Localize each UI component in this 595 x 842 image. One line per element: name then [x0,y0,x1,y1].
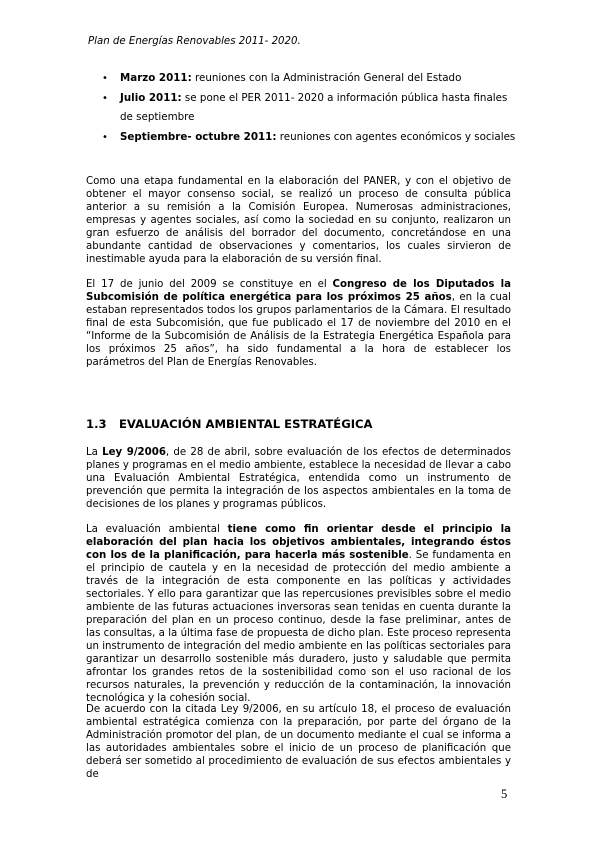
paragraph-emphasis: Ley 9/2006 [102,447,166,458]
section-heading [86,417,373,431]
bullet-icon: • [102,73,108,84]
section-title: EVALUACIÓN AMBIENTAL ESTRATÉGICA [119,417,373,431]
bullet-icon: • [102,131,108,143]
bullet-icon: • [102,92,108,104]
page-header: Plan de Energías Renovables 2011- 2020. [88,36,301,47]
list-item-date: Marzo 2011: [120,72,192,84]
paragraph-articulo-18: De acuerdo con la citada Ley 9/2006, en su artículo 18, el proceso de evaluación ambiental estratégica comienza con la preparación, por parte del órgano de la Administración promotor del plan, de un documento mediante el cual se informa a las autoridades ambientales sobre el inicio de un proceso de planificación que deberá ser sometido al procedimiento de evaluación de sus efectos ambientales y de [86,704,511,780]
list-item-text: se pone el PER 2011- 2020 a información pública hasta finales de septiembre [120,91,508,123]
list-item-text: reuniones con la Administración General del Estado [191,72,462,84]
paragraph-text: . Se fundamenta en el principio de cautela y en la necesidad de protección del medio ambiente a través de la integración de esta componente en las políticas y actividades sectoriales. Y ello para garantizar que las repercusiones previsibles sobre el medio ambiente de las futuras actuaciones inversoras sean tenidas en cuenta durante la preparación del plan en un proceso continuo, desde la fase preliminar, antes de las consultas, a la última fase de propuesta de dicho plan. Este proceso representa un instrumento de integración del medio ambiente en las políticas sectoriales para garantizar un desarrollo sostenible más duradero, justo y saludable que permita afrontar los grandes retos de la sostenibilidad como son el uso racional de los recursos naturales, la prevención y reducción de la contaminación, la innovación tecnológica y la cohesión social. [86,550,511,704]
paragraph-text: La [86,447,103,458]
paragraph-emphasis: Congreso de los Diputados la Subcomisión de política energética para los próximos 25 años [86,279,511,303]
list-item-text: reuniones con agentes económicos y sociales [276,130,516,143]
page-number: 5 [501,787,508,801]
list-item [102,128,522,148]
paragraph-text: El 17 de junio del 2009 se constituye en el [86,279,333,290]
paragraph-emphasis: tiene como fin orientar desde el principio la elaboración del plan hacia los objetivos ambientales, integrando éstos con los de la planificación, para hacerla más sostenible [86,524,511,561]
paragraph-subcomision [86,278,511,369]
paragraph-consulta-publica: Como una etapa fundamental en la elaboración del PANER, y con el objetivo de obtener el mayor consenso social, se realizó un proceso de consulta pública anterior a su remisión a la Comisión Europea. Numerosas administraciones, empresas y agentes sociales, así como la sociedad en su conjunto, realizaron un gran esfuerzo de análisis del borrador del documento, concretándose en una abundante cantidad de observaciones y comentarios, los cuales sirvieron de inestimable ayuda para la elaboración de su versión final. [86,176,511,265]
section-number: 1.3 [86,417,107,431]
milestone-list [102,69,522,147]
paragraph-text: La evaluación ambiental [86,524,228,535]
list-item [102,69,522,89]
paragraph-ley [86,446,511,511]
list-item [102,89,522,128]
paragraph-text: , en la cual estaban representados todos los grupos parlamentarios de la Cámara. El resultado final de esta Subcomisión, que fue publicado el 17 de noviembre del 2010 en el “Informe de la Subcomisión de Análisis de la Estrategia Energética Española para los próximos 25 años”, ha sido fundamental a la hora de establecer los parámetros del Plan de Energías Renovables. [86,292,512,368]
paragraph-text: , de 28 de abril, sobre evaluación de los efectos de determinados planes y programas en el medio ambiente, establece la necesidad de llevar a cabo una Evaluación Ambiental Estratégica, entendida como un instrumento de prevención que permita la integración de los aspectos ambientales en la toma de decisiones de los planes y programas públicos. [86,447,511,510]
list-item-date: Julio 2011: [120,91,182,104]
list-item-date: Septiembre- octubre 2011: [120,130,277,143]
paragraph-evaluacion [86,523,511,705]
